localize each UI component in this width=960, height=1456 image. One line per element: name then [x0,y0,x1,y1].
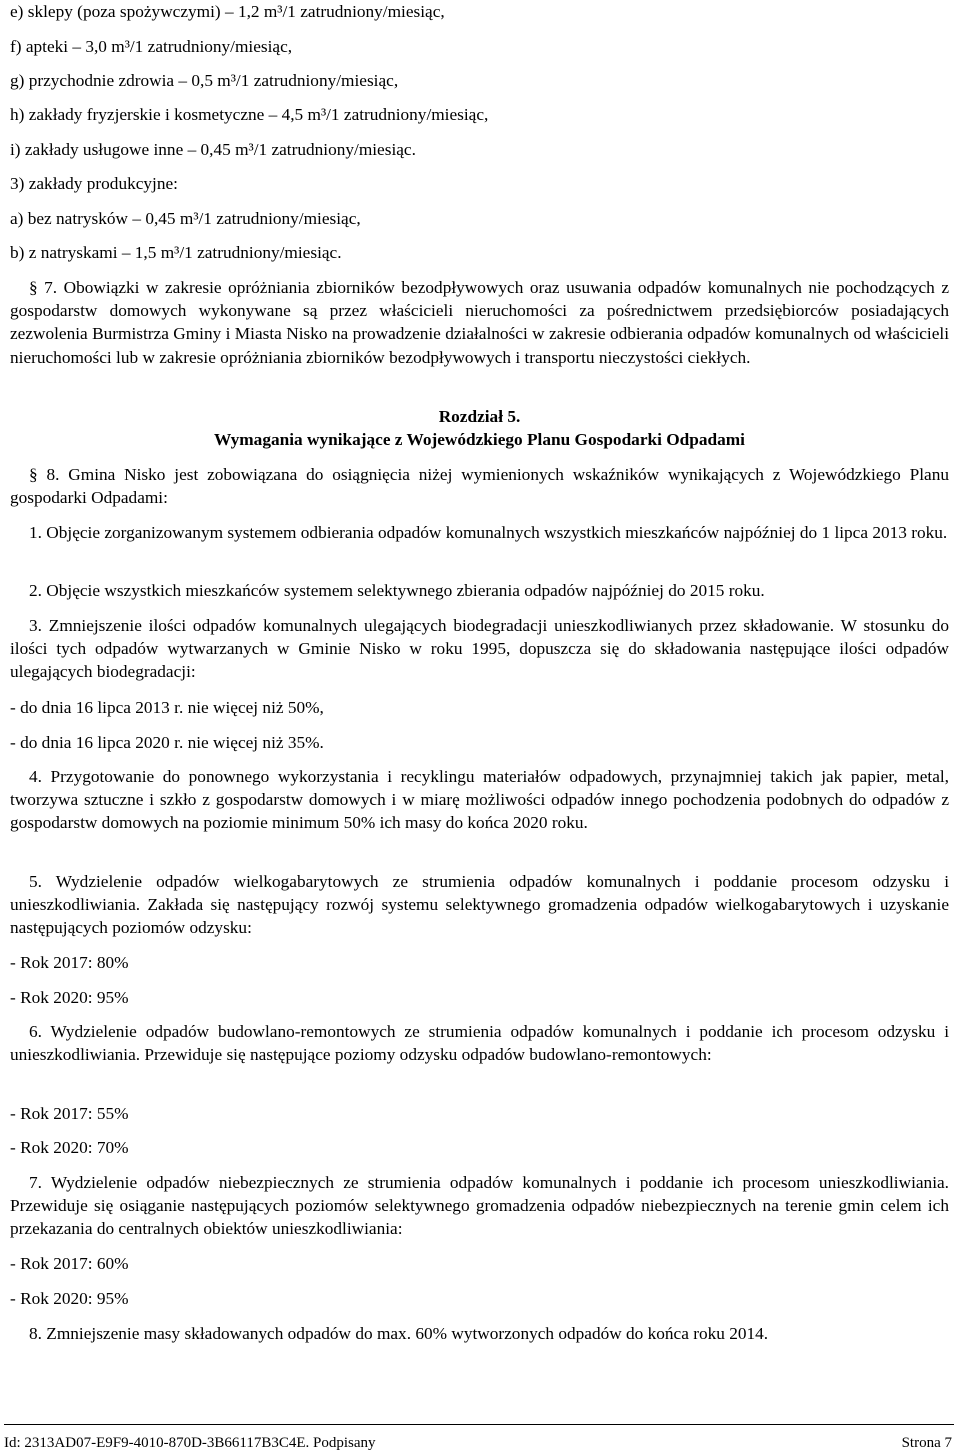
item-8: 8. Zmniejszenie masy składowanych odpadów do max. 60% wytworzonych odpadów do końca roku 2014. [29,1324,769,1343]
item-6: 6. Wydzielenie odpadów budowlano-remontowych ze strumienia odpadów komunalnych i poddanie ich procesom odzysku i unieszkodliwiania. Przewiduje się następujące poziomy odzysku odpadów budowlano-remontowych: [10,1022,949,1065]
item-1: 1. Objęcie zorganizowanym systemem odbierania odpadów komunalnych wszystkich mieszkańców najpóźniej do 1 lipca 2013 roku. [29,523,948,542]
item-7-sub-a: - Rok 2017: 60% [10,1254,129,1273]
paragraph-7-mark: § 7. [29,278,58,297]
item-6-sub-a: - Rok 2017: 55% [10,1104,129,1123]
list-item-e: e) sklepy (poza spożywczymi) – 1,2 m³/1 zatrudniony/miesiąc, [10,2,445,21]
item-6-sub-b: - Rok 2020: 70% [10,1138,129,1157]
item-2: 2. Objęcie wszystkich mieszkańców systemem selektywnego zbierania odpadów najpóźniej do 2015 roku. [29,581,765,600]
list-item-g: g) przychodnie zdrowia – 0,5 m³/1 zatrudniony/miesiąc, [10,71,399,90]
chapter-title: Wymagania wynikające z Wojewódzkiego Planu Gospodarki Odpadami [214,430,745,449]
paragraph-8-mark: § 8. [29,465,60,484]
list-item-f: f) apteki – 3,0 m³/1 zatrudniony/miesiąc, [10,37,293,56]
footer-page-number: Strona 7 [901,1435,952,1451]
item-3-sub-b: - do dnia 16 lipca 2020 r. nie więcej niż 35%. [10,733,324,752]
paragraph-8 [10,463,949,509]
item-3-sub-a: - do dnia 16 lipca 2013 r. nie więcej niż 50%, [10,698,324,717]
chapter-number: Rozdział 5. [438,407,521,426]
item-5-sub-a: - Rok 2017: 80% [10,953,129,972]
item-5-sub-b: - Rok 2020: 95% [10,988,129,1007]
production-heading: 3) zakłady produkcyjne: [10,174,178,193]
paragraph-7-text: Obowiązki w zakresie opróżniania zbiorników bezodpływowych oraz usuwania odpadów komunalnych nie pochodzących z gospodarstw domowych wykonywane są przez właścicieli nieruchomości za pośrednictwem przedsiębiorców posiadających zezwolenia Burmistrza Gminy i Miasta Nisko na prowadzenie działalności w zakresie odbierania odpadów komunalnych od właścicieli nieruchomości lub w zakresie opróżniania zbiorników bezodpływowych i transportu nieczystości ciekłych. [10,278,950,367]
footer-document-id: Id: 2313AD07-E9F9-4010-870D-3B66117B3C4E. Podpisany [4,1435,376,1451]
item-4: 4. Przygotowanie do ponownego wykorzystania i recyklingu materiałów odpadowych, przynajmniej takich jak papier, metal, tworzywa sztuczne i szkło z gospodarstw domowych i w miarę możliwości odpadów innego pochodzenia podobnych do odpadów z gospodarstw domowych na poziomie minimum 50% ich masy do końca 2020 roku. [10,767,949,833]
list-item-i: i) zakłady usługowe inne – 0,45 m³/1 zatrudniony/miesiąc. [10,140,416,159]
item-5: 5. Wydzielenie odpadów wielkogabarytowych ze strumienia odpadów komunalnych i poddanie procesom odzysku i unieszkodliwiania. Zakłada się następujący rozwój systemu selektywnego gromadzenia odpadów wielkogabarytowych i uzyskanie następujących poziomów odzysku: [10,872,949,938]
footer-divider [4,1424,954,1425]
paragraph-7 [10,276,949,369]
item-7: 7. Wydzielenie odpadów niebezpiecznych ze strumienia odpadów komunalnych i poddanie ich procesom unieszkodliwiania. Przewiduje się osiąganie następujących poziomów selektywnego gromadzenia odpadów niebezpiecznych na terenie gmin celem ich przekazania do centralnych obiektów unieszkodliwiania: [10,1173,949,1239]
production-item-b: b) z natryskami – 1,5 m³/1 zatrudniony/miesiąc. [10,243,342,262]
list-item-h: h) zakłady fryzjerskie i kosmetyczne – 4,5 m³/1 zatrudniony/miesiąc, [10,105,489,124]
item-3: 3. Zmniejszenie ilości odpadów komunalnych ulegających biodegradacji unieszkodliwianych przez składowanie. W stosunku do ilości tych odpadów wytwarzanych w Gminie Nisko w roku 1995, dopuszcza się do składowania następujące ilości odpadów ulegających biodegradacji: [10,616,949,682]
item-7-sub-b: - Rok 2020: 95% [10,1289,129,1308]
paragraph-8-text: Gmina Nisko jest zobowiązana do osiągnięcia niżej wymienionych wskaźników wynikających z Wojewódzkiego Planu gospodarki Odpadami: [10,465,950,508]
production-item-a: a) bez natrysków – 0,45 m³/1 zatrudniony/miesiąc, [10,209,361,228]
